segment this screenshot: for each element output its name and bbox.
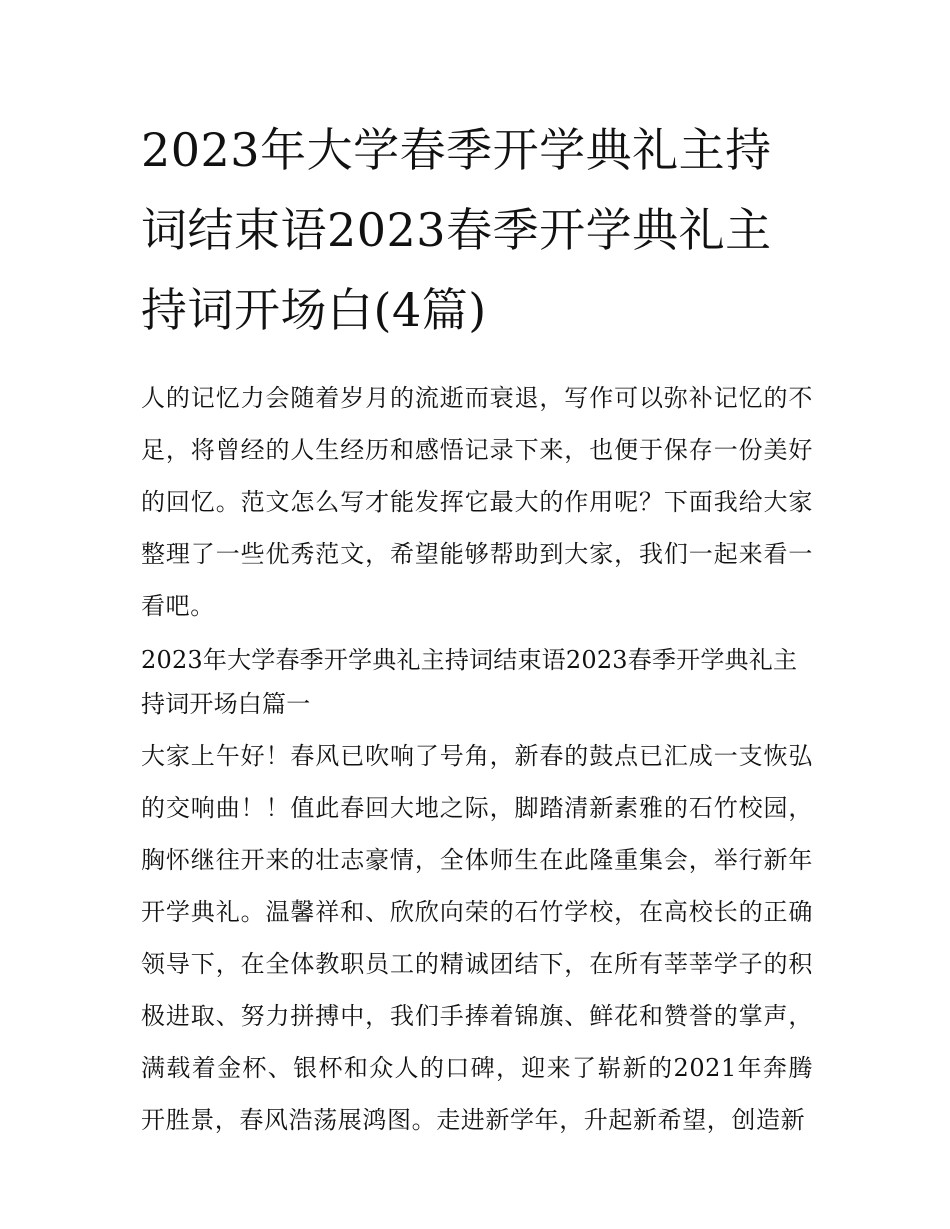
section-heading: 2023年大学春季开学典礼主持词结束语2023春季开学典礼主持词开场白篇一 <box>141 646 798 718</box>
section-body-paragraph: 大家上午好！春风已吹响了号角，新春的鼓点已汇成一支恢弘的交响曲！！值此春回大地之际，脚踏清新素雅的石竹校园，胸怀继往开来的壮志豪情，全体师生在此隆重集会，举行新年开学典礼。温馨祥和、欣欣向荣的石竹学校，在高校长的正确领导下，在全体教职员工的精诚团结下，在所有莘莘学子的积极进取、努力拼搏中，我们手捧着锦旗、鲜花和赞誉的掌声，满载着金杯、银杯和众人的口碑，迎来了崭新的2021年奔腾开胜景，春风浩荡展鸿图。走进新学年，升起新希望，创造新 <box>141 742 813 1134</box>
document-page <box>141 110 813 1146</box>
intro-paragraph: 人的记忆力会随着岁月的流逝而衰退，写作可以弥补记忆的不足，将曾经的人生经历和感悟记录下来，也便于保存一份美好的回忆。范文怎么写才能发挥它最大的作用呢？下面我给大家整理了一些优秀范文，希望能够帮助到大家，我们一起来看一看吧。 <box>141 384 813 620</box>
document-title: 2023年大学春季开学典礼主持词结束语2023春季开学典礼主持词开场白(4篇) <box>141 123 772 337</box>
